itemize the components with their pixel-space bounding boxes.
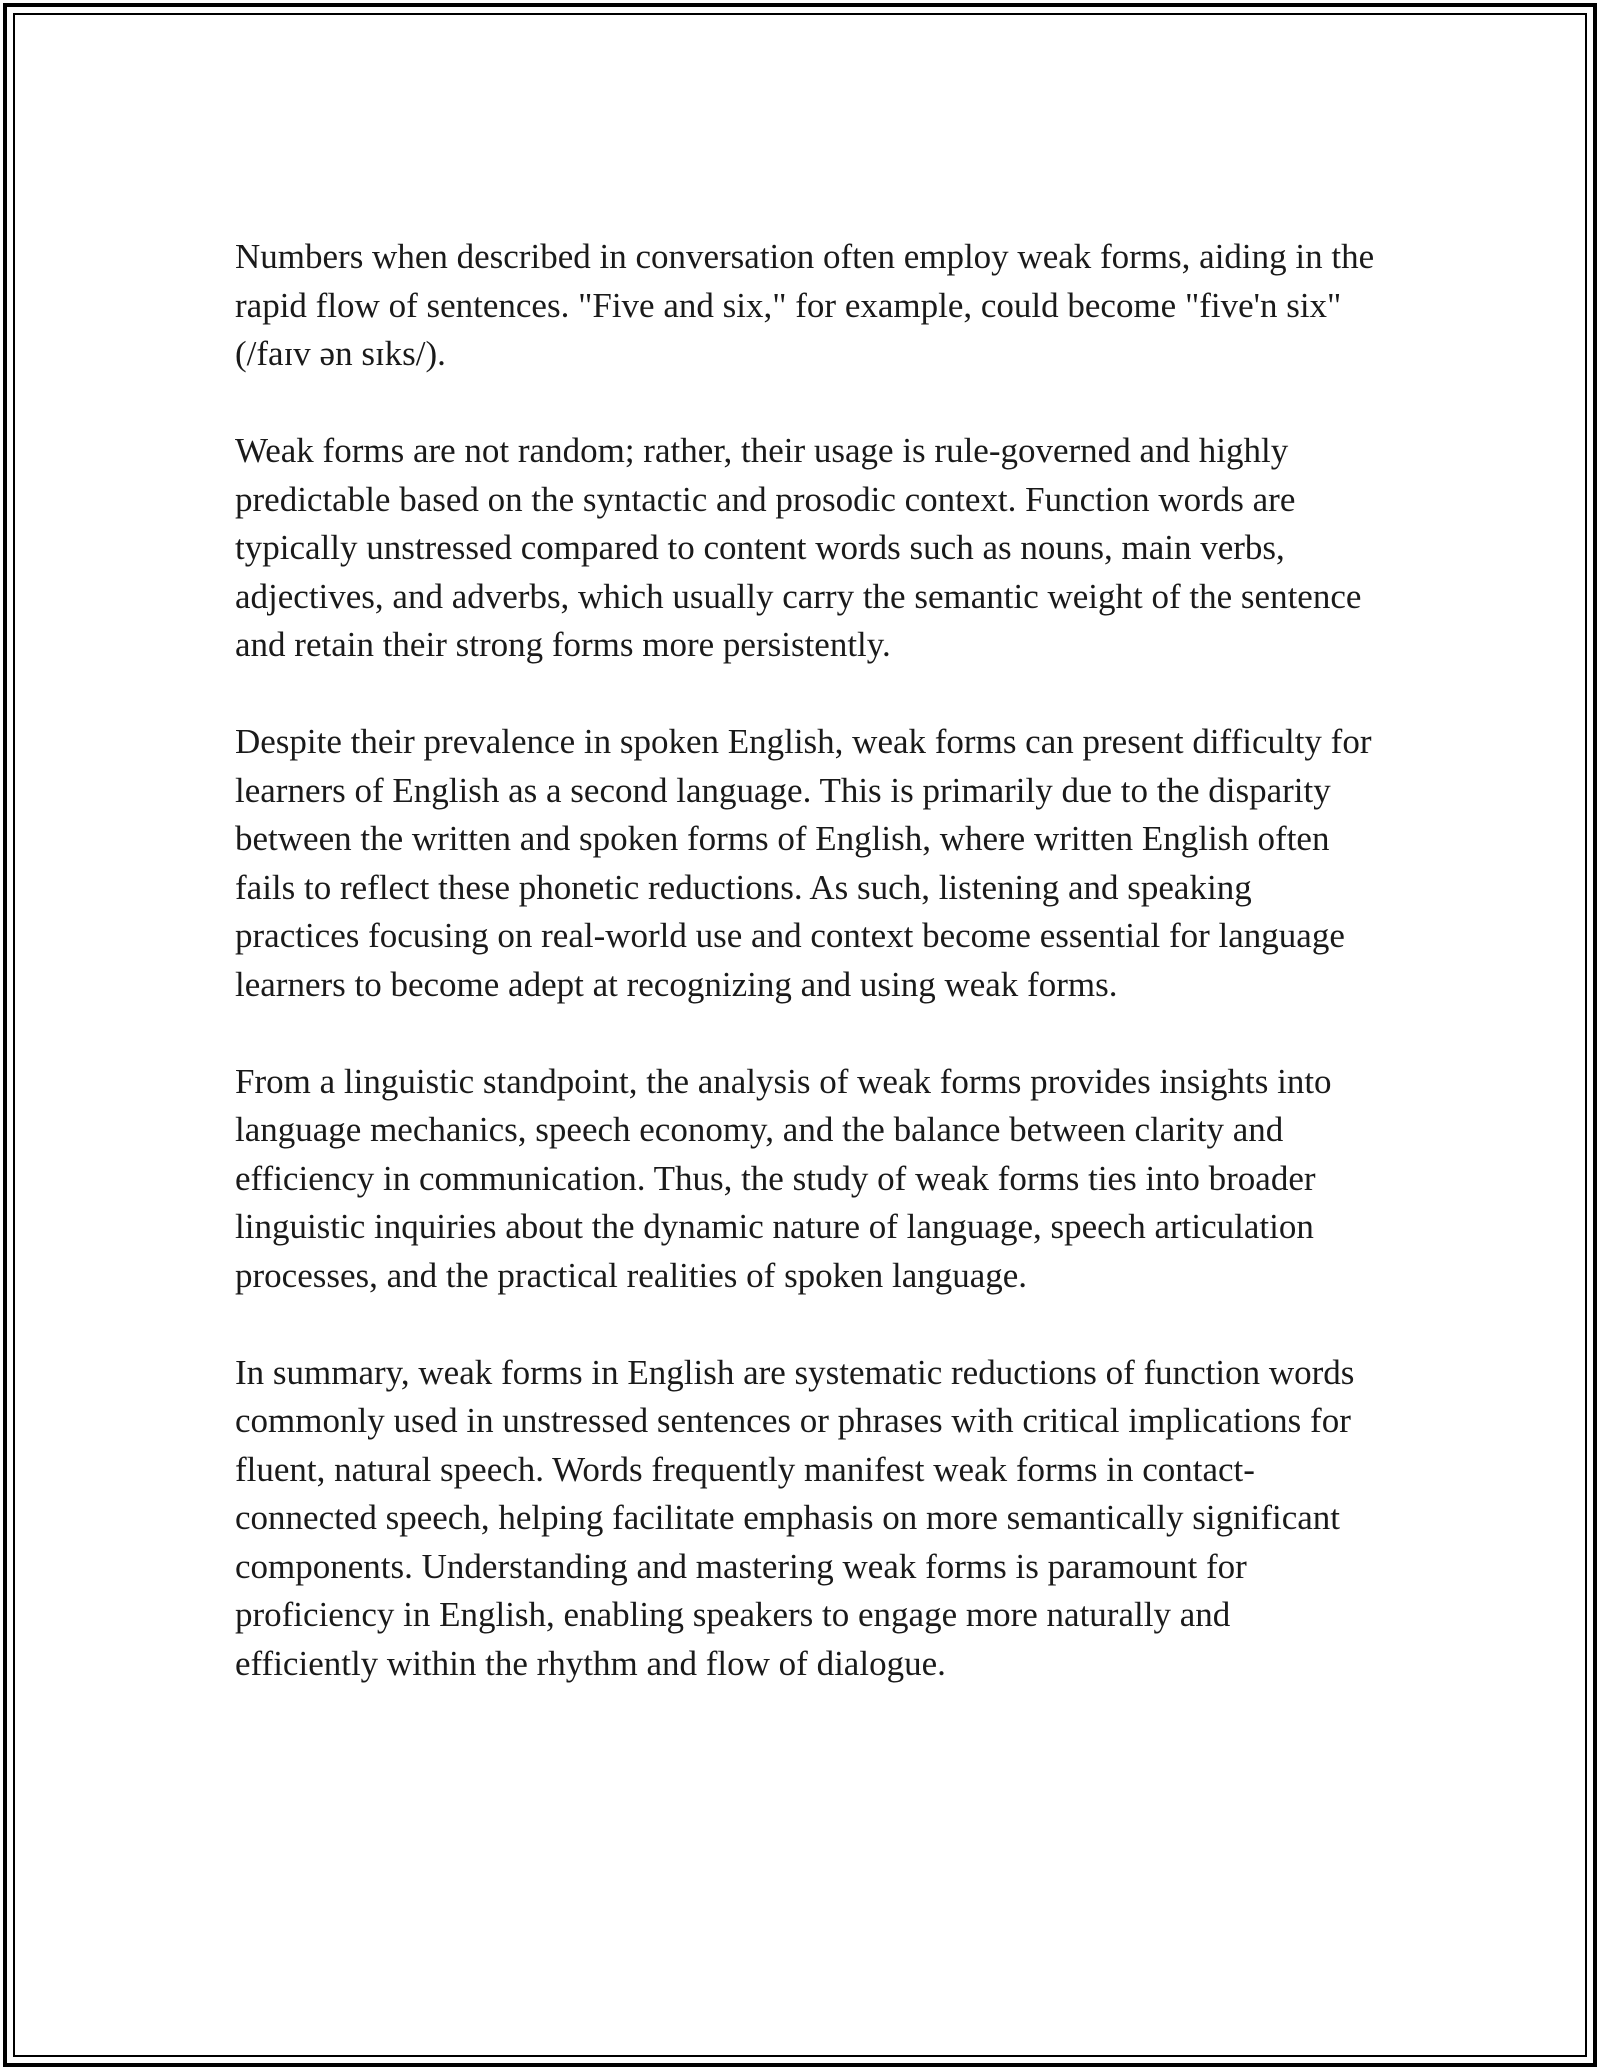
paragraph-rule-governed: Weak forms are not random; rather, their usage is rule-governed and highly predictable based on the syntactic and prosodic context. Function words are typically unstressed compared to content words such as nouns, main verbs, adjectives, and adverbs, which usually carry the semantic weight of the sentence and retain their strong forms more persistently. [235, 431, 1362, 664]
paragraph-linguistic-standpoint: From a linguistic standpoint, the analysis of weak forms provides insights into language mechanics, speech economy, and the balance between clarity and efficiency in communication. Thus, the study of weak forms ties into broader linguistic inquiries about the dynamic nature of language, speech articulation processes, and the practical realities of spoken language. [235, 1061, 1332, 1295]
paragraph-learners: Despite their prevalence in spoken English, weak forms can present difficulty for learners of English as a second language. This is primarily due to the disparity between the written and spoken forms of English, where written English often fails to reflect these phonetic reductions. As such, listening and speaking practices focusing on real-world use and context become essential for language learners to become adept at recognizing and using weak forms. [235, 722, 1372, 1004]
paragraph-numbers: Numbers when described in conversation often employ weak forms, aiding in the rapid flow of sentences. "Five and six," for example, could become "five'n six" (/faɪv ən sɪks/). [235, 237, 1375, 373]
document-body [235, 233, 1375, 1737]
paragraph-summary: In summary, weak forms in English are systematic reductions of function words commonly used in unstressed sentences or phrases with critical implications for fluent, natural speech. Words frequently manifest weak forms in contact-connected speech, helping facilitate emphasis on more semantically significant components. Understanding and mastering weak forms is paramount for proficiency in English, enabling speakers to engage more naturally and efficiently within the rhythm and flow of dialogue. [235, 1352, 1355, 1683]
